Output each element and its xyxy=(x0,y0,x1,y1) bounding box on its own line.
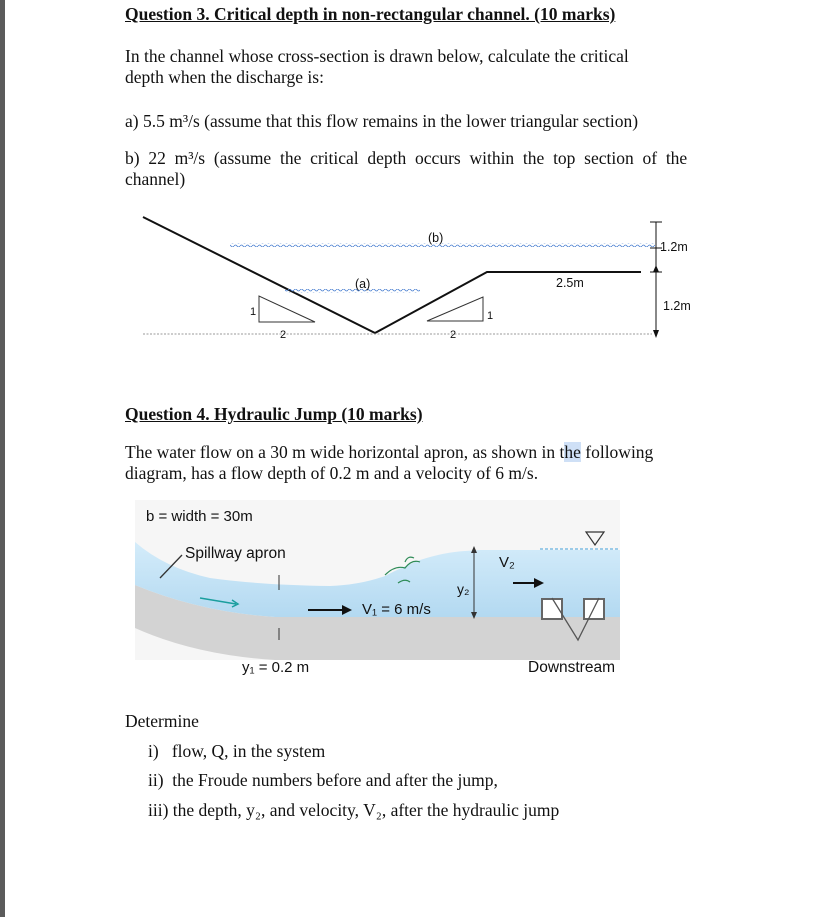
y2-label: y₂ xyxy=(457,581,470,597)
slope-left-vertical: 1 xyxy=(250,306,257,318)
q4-intro-line1-post: following xyxy=(580,442,654,462)
spillway-apron-label: Spillway apron xyxy=(185,545,286,562)
downstream-label: Downstream xyxy=(528,659,615,676)
v2-label: V₂ xyxy=(499,554,515,571)
q4-intro-line1-pre: The water flow on a 30 m wide horizontal apron, as shown in t xyxy=(125,442,565,462)
q3-heading: Question 3. Critical depth in non-rectangular channel. (10 marks) xyxy=(125,4,616,24)
determine-item-1: i) flow, Q, in the system xyxy=(148,741,326,761)
q3-intro-line2: depth when the discharge is: xyxy=(125,67,324,87)
q3-intro-line1: In the channel whose cross-section is drawn below, calculate the critical xyxy=(125,46,629,66)
q3-part-b-line1: b) 22 m³/s (assume the critical depth occurs within the top section of the xyxy=(125,148,688,168)
width-label: b = width = 30m xyxy=(146,508,253,525)
dim-top-label: 1.2m xyxy=(660,240,688,254)
q4-intro-line2: diagram, has a flow depth of 0.2 m and a velocity of 6 m/s. xyxy=(125,463,539,483)
dim-bottom-label: 1.2m xyxy=(663,299,691,313)
q3-part-a: a) 5.5 m³/s (assume that this flow remains in the lower triangular section) xyxy=(125,111,639,131)
label-b: (b) xyxy=(428,231,444,245)
q4-heading: Question 4. Hydraulic Jump (10 marks) xyxy=(125,404,423,424)
determine-title: Determine xyxy=(125,711,199,731)
label-a: (a) xyxy=(355,277,371,291)
v1-label: V₁ = 6 m/s xyxy=(362,601,431,618)
determine-item-3: iii) the depth, y₂, and velocity, V₂, after the hydraulic jump xyxy=(148,800,560,820)
q3-part-b-line2: channel) xyxy=(125,169,186,189)
q4-intro-line1-highlight: he xyxy=(564,442,581,462)
determine-item-2: ii) the Froude numbers before and after the jump, xyxy=(148,770,498,790)
dim-width-label: 2.5m xyxy=(556,276,584,290)
slope-right-horizontal: 2 xyxy=(450,329,457,341)
y1-label: y₁ = 0.2 m xyxy=(242,659,310,676)
slope-left-horizontal: 2 xyxy=(280,329,287,341)
slope-right-vertical: 1 xyxy=(487,310,494,322)
